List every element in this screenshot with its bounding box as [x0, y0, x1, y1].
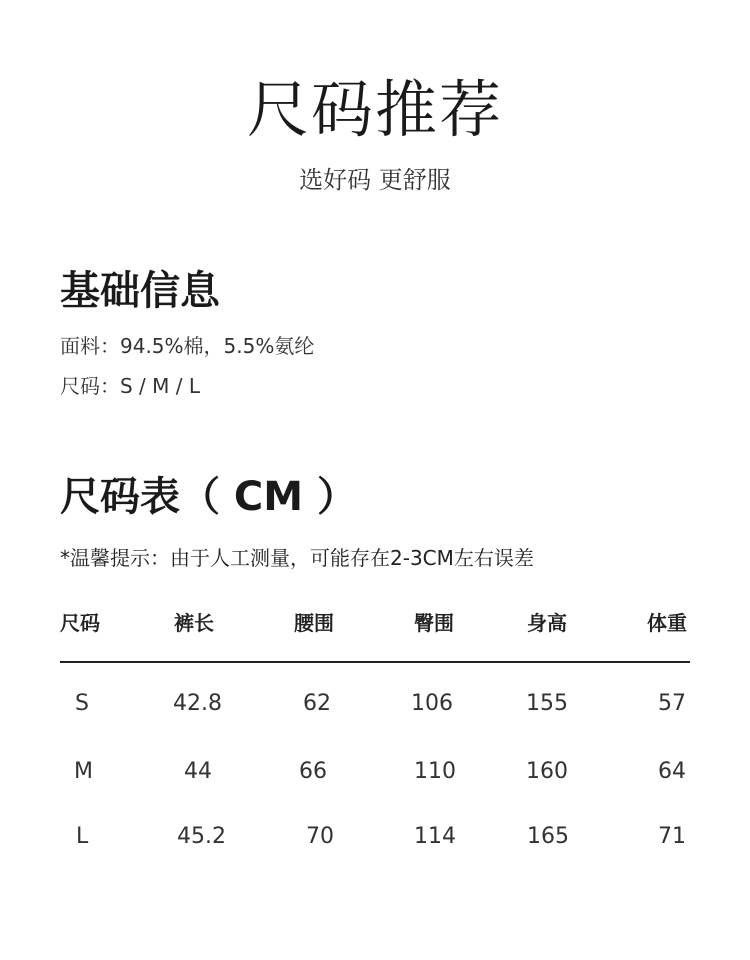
fabric-info: 面料：94.5%棉，5.5%氨纶 — [60, 334, 315, 358]
table-divider — [60, 661, 690, 663]
cell-pants-length: 42.8 — [173, 691, 222, 716]
header-waist: 腰围 — [294, 611, 334, 635]
size-options: 尺码：S / M / L — [60, 374, 200, 398]
cell-weight: 64 — [658, 759, 686, 784]
page-title: 尺码推荐 — [246, 73, 503, 146]
header-weight: 体重 — [647, 611, 687, 635]
cell-weight: 71 — [658, 824, 686, 849]
cell-size: S — [75, 691, 89, 716]
cell-size: M — [74, 759, 93, 784]
header-hip: 臀围 — [414, 611, 454, 635]
cell-waist: 62 — [303, 691, 331, 716]
cell-height: 165 — [527, 824, 569, 849]
cell-height: 160 — [526, 759, 568, 784]
page-subtitle: 选好码 更舒服 — [299, 166, 451, 194]
cell-weight: 57 — [658, 691, 686, 716]
measurement-note: *温馨提示：由于人工测量，可能存在2-3CM左右误差 — [60, 546, 534, 570]
cell-hip: 110 — [414, 759, 456, 784]
size-chart-title: 尺码表（ CM ） — [60, 474, 358, 520]
cell-size: L — [76, 824, 89, 849]
cell-hip: 114 — [414, 824, 456, 849]
cell-pants-length: 44 — [184, 759, 212, 784]
header-size: 尺码 — [60, 611, 100, 635]
header-height: 身高 — [527, 611, 567, 635]
header-pants-length: 裤长 — [174, 611, 214, 635]
cell-height: 155 — [526, 691, 568, 716]
cell-pants-length: 45.2 — [177, 824, 226, 849]
basic-info-title: 基础信息 — [60, 268, 220, 314]
cell-waist: 70 — [306, 824, 334, 849]
cell-waist: 66 — [299, 759, 327, 784]
cell-hip: 106 — [411, 691, 453, 716]
